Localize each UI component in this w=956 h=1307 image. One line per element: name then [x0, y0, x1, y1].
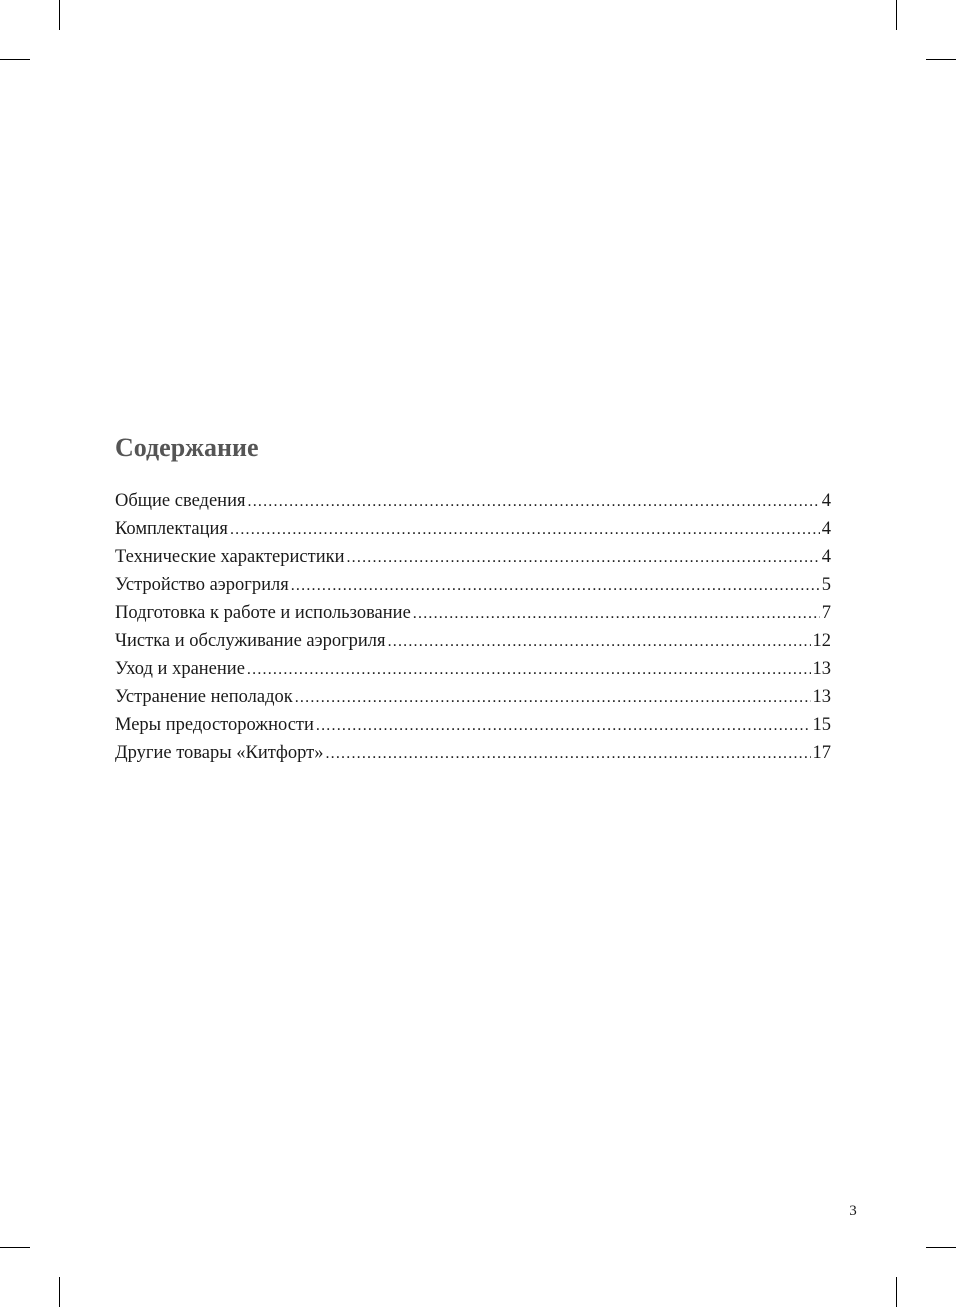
toc-item-general-info[interactable]: [115, 487, 831, 515]
toc-item-package-contents[interactable]: [115, 515, 831, 543]
toc-leader-dots: [295, 684, 811, 712]
crop-mark-bottom-right-vertical: [896, 1277, 897, 1307]
toc-item-label: Другие товары «Китфорт»: [115, 743, 324, 763]
toc-item-page: 4: [821, 491, 831, 511]
toc-leader-dots: [316, 712, 811, 740]
toc-item-page: 5: [821, 575, 831, 595]
toc-title: Содержание: [115, 433, 259, 462]
toc-item-label: Устранение неполадок: [115, 687, 293, 707]
toc-item-page: 13: [812, 687, 831, 707]
page-number: 3: [849, 1203, 857, 1219]
crop-mark-top-left-vertical: [59, 0, 60, 30]
crop-mark-top-left-horizontal: [0, 59, 30, 60]
toc-item-label: Технические характеристики: [115, 547, 345, 567]
toc-item-label: Общие сведения: [115, 491, 246, 511]
toc-leader-dots: [413, 600, 820, 628]
crop-mark-top-right-horizontal: [926, 59, 956, 60]
toc-list: [115, 487, 831, 767]
toc-item-safety-precautions[interactable]: [115, 711, 831, 739]
toc-item-page: 7: [821, 603, 831, 623]
toc-item-page: 4: [821, 547, 831, 567]
toc-item-label: Уход и хранение: [115, 659, 245, 679]
crop-mark-bottom-left-horizontal: [0, 1247, 30, 1248]
toc-leader-dots: [230, 516, 820, 544]
toc-leader-dots: [247, 656, 811, 684]
toc-leader-dots: [388, 628, 811, 656]
toc-item-label: Комплектация: [115, 519, 228, 539]
toc-item-label: Чистка и обслуживание аэрогриля: [115, 631, 386, 651]
toc-leader-dots: [325, 740, 810, 768]
toc-leader-dots: [346, 544, 819, 572]
toc-leader-dots: [291, 572, 820, 600]
toc-item-other-products[interactable]: [115, 739, 831, 767]
toc-item-device-layout[interactable]: [115, 571, 831, 599]
toc-item-troubleshooting[interactable]: [115, 683, 831, 711]
crop-mark-bottom-left-vertical: [59, 1277, 60, 1307]
toc-item-cleaning-and-maintenance[interactable]: [115, 627, 831, 655]
toc-item-care-and-storage[interactable]: [115, 655, 831, 683]
crop-mark-bottom-right-horizontal: [926, 1247, 956, 1248]
toc-item-page: 17: [812, 743, 831, 763]
crop-mark-top-right-vertical: [896, 0, 897, 30]
toc-item-specifications[interactable]: [115, 543, 831, 571]
toc-item-preparation-and-use[interactable]: [115, 599, 831, 627]
toc-item-page: 4: [821, 519, 831, 539]
toc-item-page: 13: [812, 659, 831, 679]
toc-leader-dots: [248, 488, 820, 516]
toc-item-label: Меры предосторожности: [115, 715, 314, 735]
toc-item-label: Подготовка к работе и использование: [115, 603, 411, 623]
toc-item-label: Устройство аэрогриля: [115, 575, 289, 595]
toc-item-page: 15: [812, 715, 831, 735]
toc-item-page: 12: [812, 631, 831, 651]
